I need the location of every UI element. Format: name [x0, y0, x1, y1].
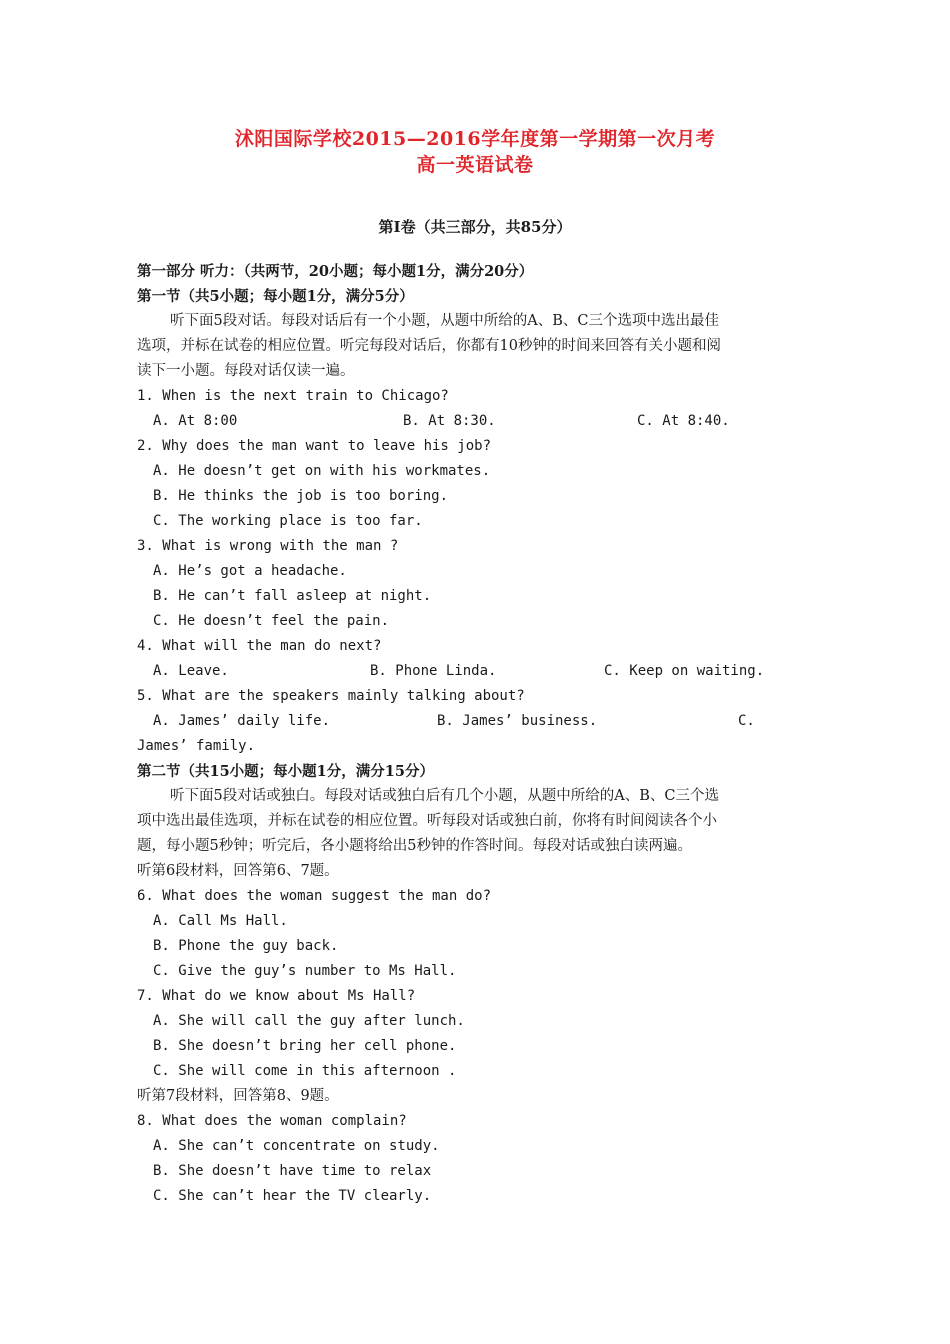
question-stem: 4. What will the man do next?	[137, 638, 382, 654]
option-b: B. He thinks the job is too boring.	[153, 488, 449, 504]
option-row	[137, 409, 817, 434]
option-b: B. At 8:30.	[403, 413, 496, 429]
option-c: C.	[738, 713, 755, 729]
section1-instruction: 读下一小题。每段对话仅读一遍。	[137, 363, 355, 379]
question-stem: 5. What are the speakers mainly talking about?	[137, 688, 525, 704]
material-note: 听第7段材料，回答第8、9题。	[137, 1088, 339, 1104]
part1-heading: 第一部分 听力：（共两节，20小题；每小题1分，满分20分）	[137, 263, 534, 280]
option-a: A. At 8:00	[153, 413, 238, 429]
option-row	[137, 659, 817, 684]
option-c: C. He doesn’t feel the pain.	[153, 613, 390, 629]
option-c: C. The working place is too far.	[153, 513, 423, 529]
option-b: B. He can’t fall asleep at night.	[153, 588, 432, 604]
option-b: B. Phone Linda.	[370, 663, 497, 679]
question-stem: 2. Why does the man want to leave his job?	[137, 438, 492, 454]
question-stem: 6. What does the woman suggest the man do?	[137, 888, 492, 904]
question-stem: 1. When is the next train to Chicago?	[137, 388, 449, 404]
option-c: C. She can’t hear the TV clearly.	[153, 1188, 432, 1204]
volume-heading: 第I卷（共三部分，共85分）	[378, 218, 572, 236]
option-c-continued: James’ family.	[137, 738, 256, 754]
option-a: A. Call Ms Hall.	[153, 913, 288, 929]
option-a: A. Leave.	[153, 663, 229, 679]
section1-instruction: 选项，并标在试卷的相应位置。听完每段对话后，你都有10秒钟的时间来回答有关小题和阅	[137, 338, 721, 354]
option-a: A. James’ daily life.	[153, 713, 331, 729]
option-b: B. James’ business.	[437, 713, 598, 729]
material-note: 听第6段材料，回答第6、7题。	[137, 863, 339, 879]
option-a: A. He doesn’t get on with his workmates.	[153, 463, 491, 479]
section2-instruction: 听下面5段对话或独白。每段对话或独白后有几个小题，从题中所给的A、B、C三个选	[170, 788, 719, 804]
exam-subtitle: 高一英语试卷	[416, 154, 534, 176]
question-stem: 3. What is wrong with the man ?	[137, 538, 399, 554]
option-c: C. At 8:40.	[637, 413, 730, 429]
question-stem: 7. What do we know about Ms Hall?	[137, 988, 416, 1004]
section1-heading: 第一节（共5小题；每小题1分，满分5分）	[137, 288, 414, 305]
exam-title: 沭阳国际学校2015—2016学年度第一学期第一次月考	[234, 128, 716, 150]
question-stem: 8. What does the woman complain?	[137, 1113, 407, 1129]
option-a: A. He’s got a headache.	[153, 563, 347, 579]
option-b: B. She doesn’t have time to relax	[153, 1163, 432, 1179]
option-row	[137, 709, 817, 734]
option-c: C. She will come in this afternoon .	[153, 1063, 457, 1079]
section2-heading: 第二节（共15小题；每小题1分，满分15分）	[137, 763, 434, 780]
option-c: C. Give the guy’s number to Ms Hall.	[153, 963, 457, 979]
exam-body	[137, 259, 817, 1209]
option-c: C. Keep on waiting.	[604, 663, 765, 679]
section1-instruction: 听下面5段对话。每段对话后有一个小题，从题中所给的A、B、C三个选项中选出最佳	[170, 313, 719, 329]
section2-instruction: 题，每小题5秒钟；听完后，各小题将给出5秒钟的作答时间。每段对话或独白读两遍。	[137, 838, 692, 854]
option-b: B. She doesn’t bring her cell phone.	[153, 1038, 457, 1054]
option-a: A. She can’t concentrate on study.	[153, 1138, 440, 1154]
section2-instruction: 项中选出最佳选项，并标在试卷的相应位置。听每段对话或独白前，你将有时间阅读各个小	[137, 813, 717, 829]
option-b: B. Phone the guy back.	[153, 938, 339, 954]
option-a: A. She will call the guy after lunch.	[153, 1013, 465, 1029]
